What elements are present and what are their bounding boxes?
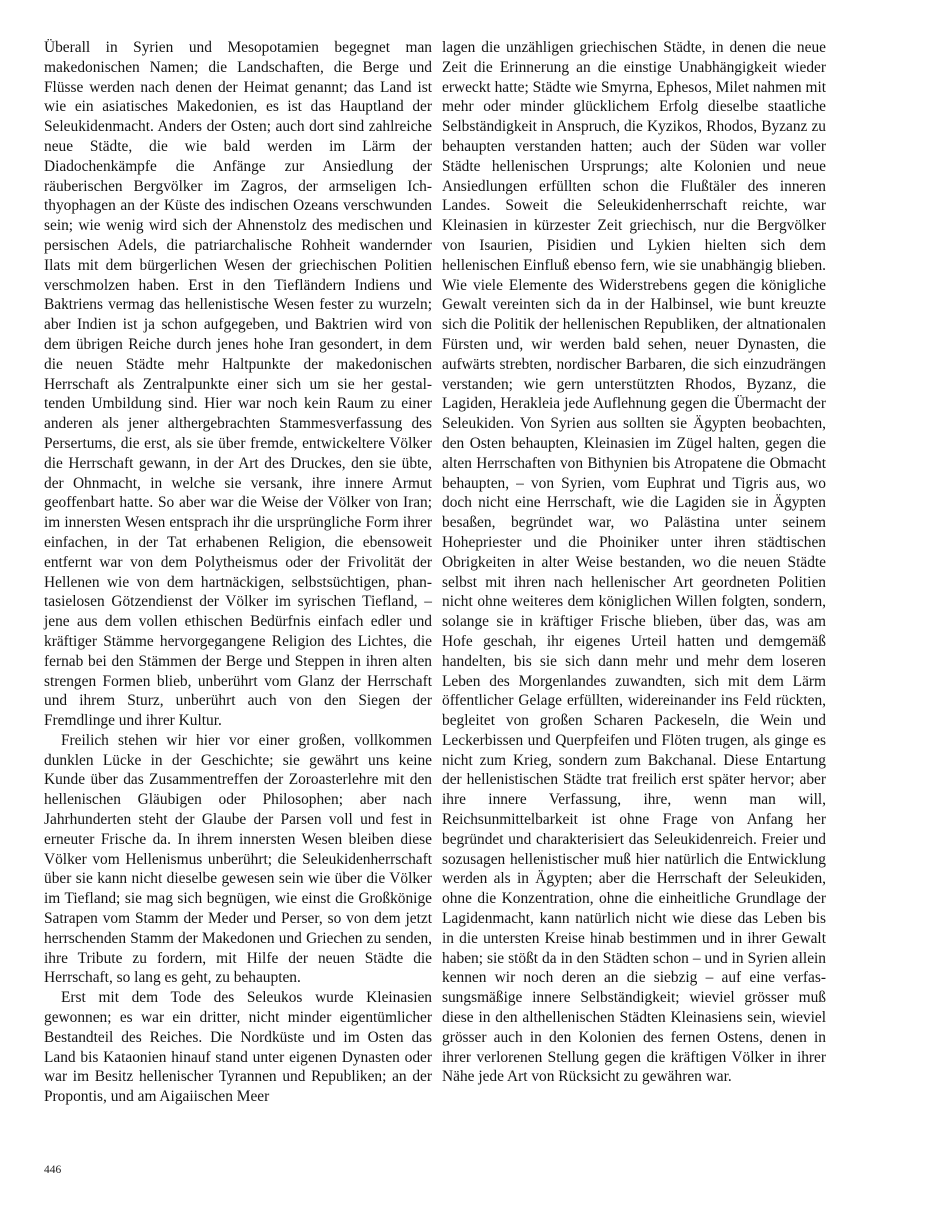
page-number: 446 [44, 1164, 62, 1176]
paragraph: Überall in Syrien und Mesopotamien begegnet man makedonischen Namen; die Landschaften, die Berge und Flüsse werden nach denen der Heimat genannt; das Land ist wie ein asiatisches Makedonien, es ist das Hauptland der Seleukidenmacht. Anders der Osten; auch dort sind zahlreiche neue Städte, die wie bald werden im Lärm der Diadochenkämpfe die Anfänge zur Ansiedlung der räuberischen Bergvölker im Zagros, der armseligen Ichthyophagen an der Küste des indischen Ozeans verschwunden sein; wie wenig wird sich der Ahnenstolz des medischen und persischen Adels, die patriarchalische Rohheit wandernder Ilats mit dem bürgerlichen Wesen der griechischen Politien verschmolzen haben. Erst in den Tiefländern Indiens und Baktriens vermag das hellenistische Wesen fester zu wurzeln; aber Indien ist ja schon aufgegeben, und Baktrien wird von dem übrigen Reiche durch jenes hohe Iran gesondert, in dem die neuen Städte mehr Haltpunkte der makedonischen Herrschaft als Zentralpunkte einer sich um sie her gestaltenden Umbildung sind. Hier war noch kein Raum zu einer anderen als jener althergebrachten Stammesverfassung des Persertums, die erst, als sie über fremde, entwickeltere Völker die Herrschaft gewann, in der Art des Druckes, den sie übte, der Ohnmacht, in welche sie versank, ihre innere Armut geoffenbart hatte. So aber war die Weise der Völker von Iran; im innersten Wesen entsprach ihr die ursprüngliche Form ihrer einfachen, in der Tat erhabenen Religion, die ebensoweit entfernt war von dem Polytheismus oder der Frivolität der Hellenen wie von dem hartnäckigen, selbstsüchtigen, phantasielosen Götzendienst der Völker im syrischen Tiefland, – jene aus dem vollen ethischen Bedürfnis einfach edler und kräftiger Stämme hervorgegangene Religion des Lichtes, die fernab bei den Stämmen der Berge und Steppen in ihren alten strengen Formen blieb, unberührt vom Glanz der Herrschaft und ihrem Sturz, unberührt auch von den Siegen der Fremdlinge und ihrer Kultur. [44, 39, 432, 730]
right-text-column [442, 38, 826, 1087]
paragraph: Freilich stehen wir hier vor einer großen, vollkommen dunklen Lücke in der Geschichte; sie gewährt uns keine Kunde über das Zusammentreffen der Zoroasterlehre mit den hellenischen Gläubigen oder Philosophen; aber nach Jahrhunderten steht der Glaube der Parsen voll und fest in erneuter Frische da. In ihrem innersten Wesen bleiben diese Völker vom Hellenismus unberührt; die Seleukidenherrschaft über sie kann nicht dieselbe gewesen sein wie über die Völker im Tiefland; sie mag sich begnügen, wie einst die Großkönige Satrapen vom Stamm der Meder und Perser, so von dem jetzt herrschenden Stamm der Makedonen und Griechen zu senden, ihre Tribute zu fordern, mit Hilfe der neuen Städte die Herrschaft, so lang es geht, zu behaupten. [44, 731, 432, 987]
paragraph: lagen die unzähligen griechischen Städte, in denen die neue Zeit die Erinnerung an die einstige Unabhängigkeit wieder erweckt hatte; Städte wie Smyrna, Ephesos, Milet nahmen mit mehr oder minder glücklichem Erfolg dieselbe staatliche Selbständigkeit in Anspruch, die Kyzikos, Rhodos, Byzanz zu behaupten verstanden hatten; auch der Süden war voller Städte hellenischen Ursprungs; alte Kolonien und neue Ansiedlungen erfüllten schon die Flußtäler des inneren Landes. Soweit die Seleukidenherrschaft reichte, war Kleinasien in kürzester Zeit griechisch, nur die Bergvölker von Isaurien, Pisidien und Lykien hielten sich dem hellenischen Einfluß ebenso fern, wie sie unabhängig blieben. Wie viele Elemente des Widerstrebens gegen die königliche Gewalt vereinten sich da in der Halbinsel, wie bunt kreuzte sich die Politik der hellenischen Republiken, der altnationalen Fürsten und, wir werden bald sehen, neuer Dynasten, die aufwärts strebten, nordischer Barbaren, die sich einzudrängen verstanden; wie gern unterstützten Rhodos, Byzanz, die Lagiden, Herakleia jede Auflehnung gegen die Übermacht der Seleukiden. Von Syrien aus sollten sie Ägypten beobachten, den Osten behaupten, Kleinasien im Zügel halten, gegen die alten Herrschaften von Bithynien bis Atropatene die Obmacht behaupten, – von Syrien, vom Euphrat und Tigris aus, wo doch nicht eine Herrschaft, wie die Lagiden sie in Ägypten besaßen, begründet war, wo Palästina unter seinem Hohepriester und die Phoiniker unter ihren städtischen Obrigkeiten in alter Weise bestanden, wo die neuen Städte selbst mit ihren nach hellenischer Art geordneten Politien nicht ohne weiteres dem königlichen Willen folgten, sondern, solange sie in kräftiger Frische blieben, über das, was am Hofe geschah, ihr eigenes Urteil hatten und demgemäß handelten, bis sie sich dann mehr und mehr dem loseren Leben des Morgenlandes zuwandten, sich mit dem Lärm öffentlicher Gelage erfüllten, widereinander ins Feld rückten, begleitet von großen Scharen Packeseln, die Wein und Leckerbissen und Querpfeifen und Flöten trugen, als ginge es nicht zum Krieg, sondern zum Bakchanal. Diese Entartung der hellenistischen Städte trat freilich erst später hervor; aber ihre innere Verfassung, ihre, wenn man will, Reichsunmittelbarkeit ist ohne Frage von Anfang her begründet und charakterisiert das Seleukidenreich. Freier und sozusagen hellenistischer muß hier natürlich die Entwicklung werden als in Ägypten; aber die Herrschaft der Seleukiden, ohne die Konzentration, ohne die einheitliche Grundlage der Lagidenmacht, kann natürlich nicht wie diese das Leben bis in die untersten Kreise hinab bestimmen und in ihrer Gewalt haben; sie stößt da in den Städten schon – und in Syrien allein kennen wir noch deren an die siebzig – auf eine verfassungsmäßige innere Selbständigkeit; wieviel grösser muß diese in den althellenischen Städten Kleinasiens sein, wieviel grösser auch in den Kolonien des fernen Ostens, denen in ihrer verlorenen Stellung gegen die kräftigen Völker in ihrer Nähe jede Art von Rücksicht zu gewähren war. [442, 39, 826, 1086]
paragraph: Erst mit dem Tode des Seleukos wurde Kleinasien gewonnen; es war ein dritter, nicht minder eigentümlicher Bestandteil des Reiches. Die Nordküste und im Osten das Land bis Kataonien hinauf stand unter eigenen Dynasten oder war im Besitz hellenischer Tyrannen und Republiken; an der Propontis, und am Aigaiischen Meer [44, 989, 432, 1106]
left-text-column [44, 38, 432, 1107]
